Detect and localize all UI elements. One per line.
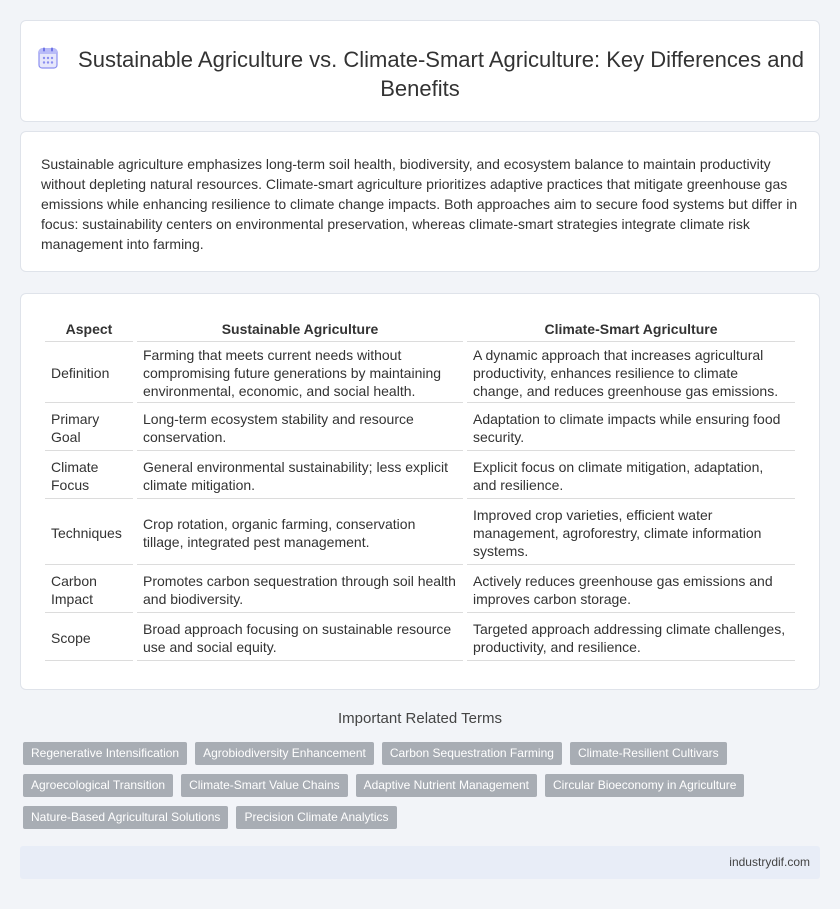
related-term-tag[interactable]: Carbon Sequestration Farming: [382, 742, 562, 765]
row-sustainable: Promotes carbon sequestration through soil health and biodiversity.: [137, 567, 463, 613]
table-header-row: [45, 316, 795, 342]
row-aspect: Primary Goal: [45, 405, 133, 451]
row-sustainable: Broad approach focusing on sustainable resource use and social equity.: [137, 615, 463, 661]
row-climate-smart: Targeted approach addressing climate challenges, productivity, and resilience.: [467, 615, 795, 661]
related-terms-list: [23, 742, 793, 829]
row-aspect: Climate Focus: [45, 453, 133, 499]
table-row: [45, 405, 795, 451]
header-climate-smart: Climate-Smart Agriculture: [467, 316, 795, 342]
footer: [20, 846, 820, 879]
related-term-tag[interactable]: Circular Bioeconomy in Agriculture: [545, 774, 744, 797]
header-sustainable: Sustainable Agriculture: [137, 316, 463, 342]
row-sustainable: Crop rotation, organic farming, conservation tillage, integrated pest management.: [137, 501, 463, 565]
row-climate-smart: Improved crop varieties, efficient water management, agroforestry, climate information systems.: [467, 501, 795, 565]
table-row: [45, 567, 795, 613]
table-row: [45, 453, 795, 499]
comparison-table: [41, 314, 799, 663]
related-term-tag[interactable]: Climate-Smart Value Chains: [181, 774, 348, 797]
row-sustainable: Long-term ecosystem stability and resource conservation.: [137, 405, 463, 451]
row-sustainable: General environmental sustainability; less explicit climate mitigation.: [137, 453, 463, 499]
related-term-tag[interactable]: Adaptive Nutrient Management: [356, 774, 537, 797]
row-aspect: Techniques: [45, 501, 133, 565]
intro-card: [20, 131, 820, 272]
row-climate-smart: Actively reduces greenhouse gas emissions and improves carbon storage.: [467, 567, 795, 613]
row-aspect: Carbon Impact: [45, 567, 133, 613]
table-row: [45, 615, 795, 661]
row-climate-smart: Explicit focus on climate mitigation, adaptation, and resilience.: [467, 453, 795, 499]
related-term-tag[interactable]: Precision Climate Analytics: [236, 806, 396, 829]
footer-site-link[interactable]: industrydif.com: [729, 855, 810, 869]
related-terms-title: Important Related Terms: [338, 710, 502, 727]
page-title-row: [21, 45, 819, 103]
row-aspect: Scope: [45, 615, 133, 661]
row-climate-smart: A dynamic approach that increases agricultural productivity, enhances resilience to climate change, and reduces greenhouse gas emissions.: [467, 344, 795, 403]
table-row: [45, 344, 795, 403]
row-aspect: Definition: [45, 344, 133, 403]
intro-paragraph: Sustainable agriculture emphasizes long-term soil health, biodiversity, and ecosystem balance to maintain productivity without depleting natural resources. Climate-smart agriculture prioritizes adaptive practices that mitigate greenhouse gas emissions while enhancing resilience to climate change impacts. Both approaches aim to secure food systems but differ in focus: sustainability centers on environmental preservation, whereas climate-smart strategies integrate climate risk management into farming.: [41, 156, 798, 252]
document-icon: [36, 46, 60, 70]
row-sustainable: Farming that meets current needs without compromising future generations by maintaining environmental, economic, and social health.: [137, 344, 463, 403]
related-term-tag[interactable]: Nature-Based Agricultural Solutions: [23, 806, 228, 829]
table-row: [45, 501, 795, 565]
related-term-tag[interactable]: Regenerative Intensification: [23, 742, 187, 765]
comparison-card: [20, 293, 820, 690]
page-title: Sustainable Agriculture vs. Climate-Smart Agriculture: Key Differences and Benefits: [78, 47, 804, 101]
related-term-tag[interactable]: Agroecological Transition: [23, 774, 173, 797]
row-climate-smart: Adaptation to climate impacts while ensuring food security.: [467, 405, 795, 451]
related-term-tag[interactable]: Climate-Resilient Cultivars: [570, 742, 727, 765]
related-term-tag[interactable]: Agrobiodiversity Enhancement: [195, 742, 374, 765]
title-card: [20, 20, 820, 122]
header-aspect: Aspect: [45, 316, 133, 342]
